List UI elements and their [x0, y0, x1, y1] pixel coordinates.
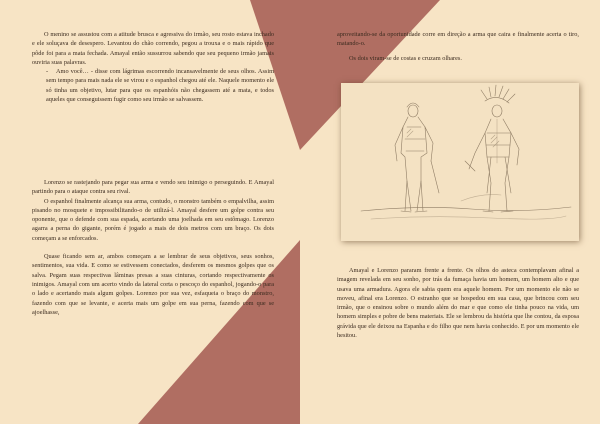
dialogue-dash: - — [46, 68, 49, 76]
left-top-text — [32, 30, 274, 104]
warriors-sketch — [341, 83, 579, 241]
paragraph: O menino se assustou com a atitude brusca e agressiva do irmão, seu rosto estava inchado e ele soluçava de desespero. Levantou do chão correndo, pegou a trouxa e o mais rápido que pôde foi para a mata fechada. Amayal então sussurrou sabendo que seu pequeno irmão jamais ouviria suas palavras. — [32, 31, 274, 66]
paragraph: Lorenzo se rastejando para pegar sua arma e vendo seu inimigo o perseguindo. E Amayal partindo para o ataque contra seu rival. — [32, 179, 274, 196]
paragraph: Quase ficando sem ar, ambos começam a se lembrar de seus objetivos, seus sonhos, sentimentos, sua vida. E como se estivessem conectados, desferem os mesmos golpes que os salva. Pegam suas respectivas lâminas presas a suas cinturas, cortando respectivamente os inimigos. Amayal com um acerto vindo da lateral corta o pescoço do espanhol, jogando-o para o lado e acertando mais algum golpes. Lorenzo por sua vez, esfaqueia o braço do monstro, fazendo com que se levante, e acerta mais um golpe em sua perna, fazendo com que se ajoelhasse, — [32, 253, 274, 316]
sketch-illustration — [341, 83, 579, 241]
left-page — [32, 0, 274, 424]
dialogue-text: Amo você… - disse com lágrimas escorrendo incansavelmente de seus olhos. Assim sem tempo para mais nada ele se virou e o espanhol chegou até ele. Naquele momento ele só tinha um objetivo, lutar para que os espanhóis não chegassem até a mata, e todos aqueles que conseguissem fugir como seu irmão se salvassem. — [46, 68, 274, 104]
right-top-text — [337, 30, 579, 63]
paragraph: aproveitando-se da oportunidade corre em direção a arma que caira e finalmente acerta o tiro, matando-o. — [337, 31, 579, 48]
dialogue-quote — [46, 67, 274, 104]
right-bottom-text — [337, 266, 579, 340]
paragraph: Os dois viram-se de costas e cruzam olhares. — [349, 54, 462, 62]
paragraph: O espanhol finalmente alcança sua arma, contudo, o monstro também o empalvilha, assim pisando no mosquete e impossibilitando-o de utilizá-l. Amayal desfere um golpe contra seu oponente, que o defende com sua espada, acertando uma joelhada em seu estômago. Lorenzo agarra a perna do gigante, porém é jogado a mais de dois metros com um braço. Os dois começam a se enforcados. — [32, 197, 274, 242]
left-bottom-text — [32, 178, 274, 317]
paragraph: Amayal e Lorenzo pararam frente a frente. Os olhos do asteca contemplavam afinal a imagem revelada em seu sonho, por trás da fumaça havia um homem, um homem alto e que usava uma armadura. Agora ele sabia quem era aquele homem. Por um momento ele não se moveu, afinal era Lorenzo. O estranho que se hospedou em sua casa, que brincou com seu irmão, que o ensinou sobre o mundo além do mar e que como ele tinha pouco na vida, um homem simples e pobre de bens materiais. Ele se lembrou da história que lhe contou, da esposa grávida que ele deixou na Espanha e do filho que nem havia conhecido. E por um momento ele hesitou. — [337, 267, 579, 340]
